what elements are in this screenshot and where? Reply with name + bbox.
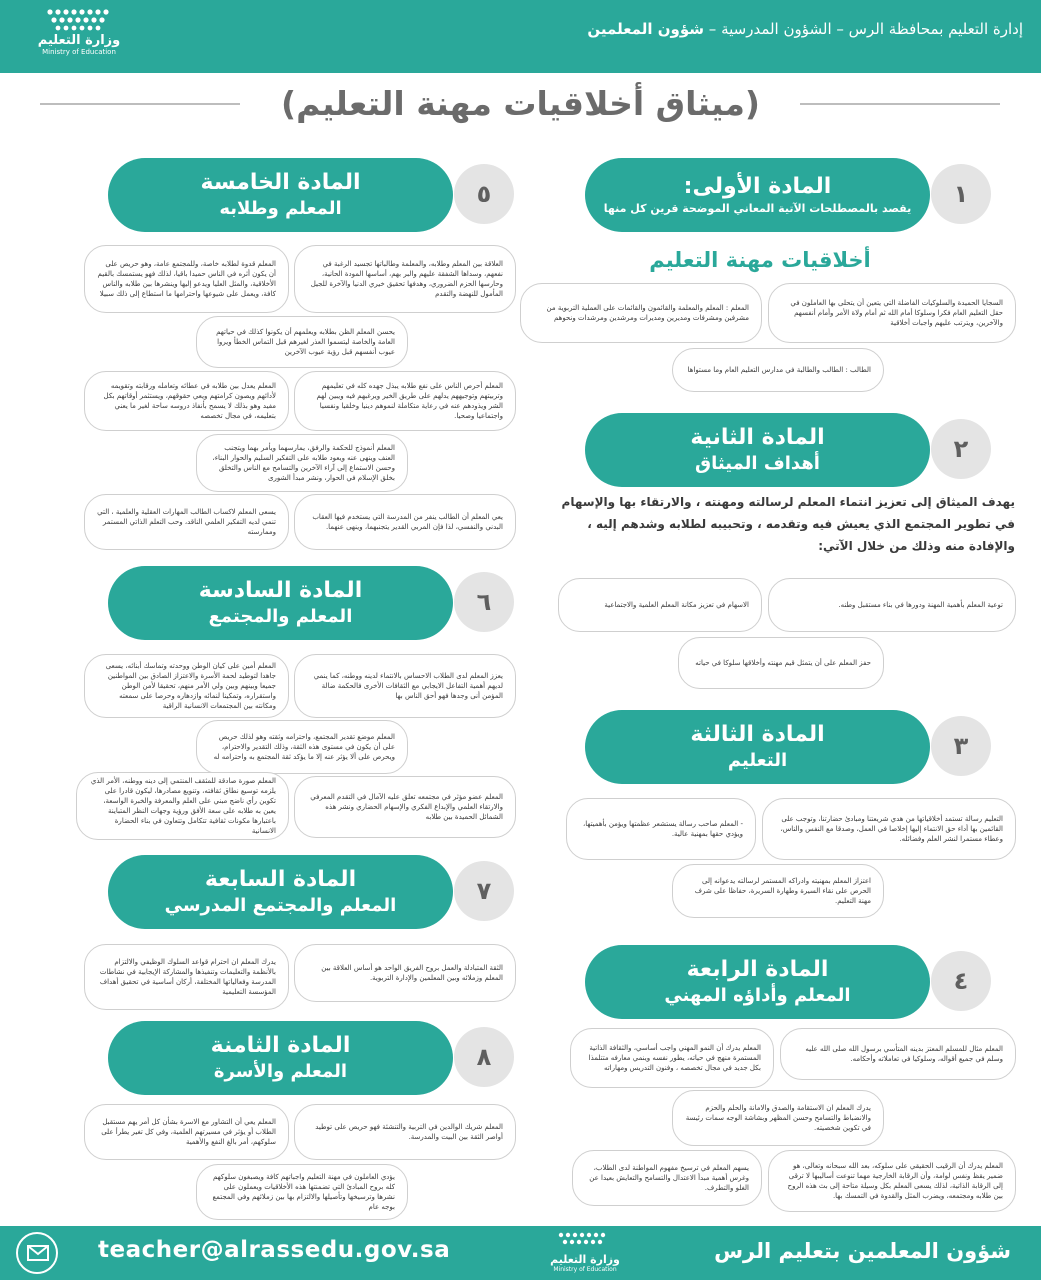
footer-logo-arabic: وزارة التعليم (550, 1253, 620, 1266)
article-4-title: المادة الرابعة (686, 957, 829, 982)
article-7-box: يدرك المعلم ان احترام قواعد السلوك الوظيفي والالتزام بالأنظمة والتعليمات وتنفيذها والمشاركة الإيجابية في نشاطات المدرسة وفعالياتها المختلفة، أركان أساسية في تحقيق أهداف المؤسسة التعليمية (84, 944, 289, 1010)
article-5-box: المعلم قدوة لطلابه خاصة، وللمجتمع عامة، وهو حريص على أن يكون أثره في الناس حميدا باقيا، لذلك فهو يستمسك بالقيم الأخلاقية، والمثل العليا ويدعو إليها وينشرها بين طلابه والناس كافة، ويعمل على شيوعها واحترامها ما استطاع إلى ذلك سبيلا (84, 245, 289, 313)
footer-bar (0, 1226, 1041, 1280)
footer-logo-english: Ministry of Education (553, 1266, 617, 1273)
article-6-box: المعلم أمين على كيان الوطن ووحدته وتماسك أبنائه، يسعى جاهدا لتوطيد لحمة الأسرة والاعتزاز الصادق بين المواطنين جميعا وبينهم وبين ولي الأمر منهم، تحقيقا لأمن الوطن واستقراره، وتمكينا لنمائه وازدهاره وحرصا على سمعته ومكانته بين المجتمعات الانسانية الراقية (84, 654, 289, 718)
article-3-title: المادة الثالثة (690, 722, 825, 747)
article-1-subtitle: يقصد بالمصطلحات الآتية المعاني الموضحة قرين كل منها (603, 202, 912, 215)
article-2-box: توعية المعلم بأهمية المهنة ودورها في بناء مستقبل وطنه. (768, 578, 1016, 632)
article-3-subtitle: التعليم (727, 750, 788, 771)
article-6-number: ٦ (454, 572, 514, 632)
article-6-box: المعلم صورة صادقة للمثقف المنتمي إلى دينه ووطنه، الأمر الذي يلزمه توسيع نطاق ثقافته، وتنويع مصادرها، ليكون قادرا على تكوين رأي ناضج مبني على العلم والمعرفة والخبرة الواسعة، يعين به طلابه على سعة الأفق ورؤية وجهات النظر المتباينة باعتبارها مكونات ثقافية تتكامل وتتعاون في بناء الحضارة الانسانية (76, 772, 289, 840)
article-8-box: المعلم يعي أن التشاور مع الاسرة بشأن كل أمر يهم مستقبل الطلاب أو يؤثر في مسيرتهم العلمية، وفي كل تغير يطرأ على سلوكهم، أمر بالغ النفع والأهمية (84, 1104, 289, 1160)
article-2-text: يهدف الميثاق إلى تعزيز انتماء المعلم لرسالته ومهنته ، والارتقاء بها والإسهام في تطوير المجتمع الذي يعيش فيه وتقدمه ، وتحبيبه لطلابه وشدهم إليه ، والإفادة منه وذلك من خلال الآتي: (561, 495, 1015, 553)
logo-dots-icon (44, 6, 114, 32)
article-7-number: ٧ (454, 861, 514, 921)
breadcrumb (587, 20, 1023, 38)
logo-arabic: وزارة التعليم (37, 33, 121, 48)
article-8-subtitle: المعلم والأسرة (213, 1061, 348, 1082)
article-5-box: العلاقة بين المعلم وطلابه، والمعلمة وطالباتها تجسيد الرغبة في نفعهم، وسداها الشفقة عليهم والبر بهم، أساسها المودة الحانية، وحارسها الحزم الضروري، وهدفها تحقيق خيري الدنيا والآخرة للجيل المأمول للنهضة والتقدم (294, 245, 516, 313)
page-title: (ميثاق أخلاقيات مهنة التعليم) (281, 84, 760, 123)
article-4-box: المعلم يدرك أن النمو المهني واجب أساسي، والثقافة الذاتية المستمرة منهج في حياته، يطور نفسه وينمي معارفه متتلمذا بكل جديد في مجال تخصصه ، وفنون التدريس ومهاراته (570, 1028, 774, 1088)
article-4-subtitle: المعلم وأداؤه المهني (664, 985, 851, 1006)
article-5-subtitle: المعلم وطلابه (219, 198, 342, 219)
article-5-box: المعلم أنموذج للحكمة والرفق، يمارسهما ويأمر بهما ويتجنب العنف وينهى عنه ويعود طلابه على التفكير السليم والحوار البناء، وحسن الاستماع إلى آراء الآخرين والتسامح مع الناس والتخلق بخلق الإسلام في الحوار، ونشر مبدأ الشورى (196, 434, 408, 492)
breadcrumb-prefix: إدارة التعليم بمحافظة الرس – الشؤون المدرسية – (708, 20, 1023, 38)
article-3-box: - المعلم صاحب رسالة يستشعر عظمتها ويؤمن بأهميتها، ويؤدي حقها بمهنية عالية. (566, 798, 756, 860)
article-6-box: المعلم عضو مؤثر في مجتمعه تعلق عليه الآمال في التقدم المعرفي والارتقاء العلمي والإبداع الفكري والإسهام الحضاري ونشر هذه الشمائل الحميدة بين طلابه (294, 776, 516, 838)
article-1-box: الطالب : الطالب والطالبة في مدارس التعليم العام وما مستواها (672, 348, 884, 392)
article-1-number: ١ (931, 164, 991, 224)
article-5-box: يسعى المعلم لاكساب الطالب المهارات العقلية والعلمية ، التي تنمي لديه التفكير العلمي الناقد، وحب التعلم الذاتي المستمر وممارسته (84, 494, 289, 550)
footer-logo-dots-icon (555, 1230, 615, 1250)
article-7-subtitle: المعلم والمجتمع المدرسي (164, 895, 397, 916)
article-5-title: المادة الخامسة (200, 170, 361, 195)
article-1-subhead: أخلاقيات مهنة التعليم (649, 248, 871, 272)
article-1-box: السجايا الحميدة والسلوكيات الفاضلة التي يتعين أن يتحلى بها العاملون في حقل التعليم العام فكرا وسلوكا أمام الله ثم أمام ولاة الأمر وأمام أنفسهم والآخرين، ويترتب عليهم واجبات أخلاقية (768, 283, 1016, 343)
article-3-box: التعليم رسالة تستمد أخلاقياتها من هدي شريعتنا ومبادئ حضارتنا، وتوجب على القائمين بها أداء حق الانتماء إليها إخلاصا في العمل، وصدقا مع النفس والناس، وعطاء مستمرا لنشر العلم وفضائله. (762, 798, 1016, 860)
article-7-header (108, 855, 453, 929)
article-3-box: اعتزاز المعلم بمهنيته وادراكه المستمر لرسالته يدعوانه إلى الحرص على نقاء السيرة وطهارة السريرة، حفاظا على شرف مهنة التعليم. (672, 864, 884, 918)
breadcrumb-current: شؤون المعلمين (587, 20, 705, 38)
article-3-number: ٣ (931, 716, 991, 776)
article-5-number: ٥ (454, 164, 514, 224)
article-5-box: يعي المعلم أن الطالب ينفر من المدرسة التي يستخدم فيها العقاب البدني والنفسي، لذا فإن المربي القدير يتجنبهما، وينهى عنهما. (294, 494, 516, 550)
article-7-title: المادة السابعة (204, 867, 357, 892)
article-4-box: المعلم يدرك أن الرقيب الحقيقي على سلوكه، بعد الله سبحانه وتعالى، هو ضمير يقظ ونفس لوامة، وأن الرقابة الخارجية مهما تنوعت أساليبها لا ترقى إلى الرقابة الذاتية، لذلك يسعى المعلم بكل وسيلة متاحة إلى بث هذه الروح بين طلابه ومجتمعه، ويضرب المثل والقدوة في التمسك بها. (768, 1150, 1016, 1212)
article-4-number: ٤ (931, 951, 991, 1011)
article-1-header (585, 158, 930, 232)
footer-ministry-logo (535, 1230, 635, 1274)
article-5-box: المعلم يعدل بين طلابه في عطائه وتعامله ورقابته وتقويمه لأدائهم ويصون كرامتهم ويعي حقوقهم، ويستثمر أوقاتهم بكل مفيد وهو بذلك لا يسمح بأنفاذ دروسه ساحة لغير ما يعني بتعليمه، في مجال تخصصه (84, 371, 289, 431)
article-2-box: حفز المعلم على أن يتمثل قيم مهنته وأخلاقها سلوكا في حياته (678, 637, 884, 689)
article-8-number: ٨ (454, 1027, 514, 1087)
article-6-box: يعزز المعلم لدى الطلاب الاحساس بالانتماء لدينه ووطنه، كما ينمي لديهم أهمية التفاعل الايجابي مع الثقافات الأخرى فالحكمة ضالة المؤمن أنى وجدها فهو أحق الناس بها (294, 654, 516, 718)
article-2-box: الاسهام في تعزيز مكانة المعلم العلمية والاجتماعية (558, 578, 762, 632)
article-8-box: المعلم شريك الوالدين في التربية والتنشئة فهو حريص على توطيد أواصر الثقة بين البيت والمدرسة. (294, 1104, 516, 1160)
article-4-header (585, 945, 930, 1019)
header-bar (0, 0, 1041, 73)
article-3-header (585, 710, 930, 784)
article-4-box: المعلم مثال للمسلم المعتز بدينه المتأسي برسول الله صلى الله عليه وسلم في جميع أقواله، وسلوكيا في تعاملاته وأحكامه. (780, 1028, 1016, 1080)
article-5-header (108, 158, 453, 232)
logo-english: Ministry of Education (42, 48, 116, 56)
article-4-box: يدرك المعلم ان الاستقامة والصدق والامانة والحلم والحزم والانضباط والتسامح وحسن المظهر وبشاشة الوجه سمات رئيسة في تكوين شخصيته. (672, 1090, 884, 1146)
article-2-title: المادة الثانية (690, 425, 825, 450)
article-6-title: المادة السادسة (198, 578, 363, 603)
article-5-box: المعلم أحرص الناس على نفع طلابه يبذل جهده كله في تعليمهم وتربيتهم وتوجيههم يدلهم على طريق الخير ويرغبهم فيه ويبين لهم الشر ويذودهم عنه في رعاية متكاملة لنموهم دينيا وخلقيا ونفسيا واجتماعيا وصحيا. (294, 371, 516, 431)
article-6-box: المعلم موضع تقدير المجتمع، واحترامه وثقته وهو لذلك حريص على أن يكون في مستوى هذه الثقة، وذلك التقدير والاحترام، ويحرص على ألا يؤثر عنه إلا ما يؤكد ثقة المجتمع به واحترامه له (196, 720, 408, 774)
article-2-number: ٢ (931, 419, 991, 479)
footer-department: شؤون المعلمين بتعليم الرس (714, 1239, 1011, 1263)
article-8-title: المادة الثامنة (210, 1033, 351, 1058)
article-4-box: يسهم المعلم في ترسيخ مفهوم المواطنة لدى الطلاب، وغرس أهمية مبدأ الاعتدال والتسامح والتعايش بعيدا عن الغلو والتطرف. (572, 1150, 762, 1206)
article-2-header (585, 413, 930, 487)
ministry-logo (24, 6, 134, 70)
article-6-header (108, 566, 453, 640)
article-8-box: يؤدي العاملون في مهنة التعليم واجباتهم كافة ويصبغون سلوكهم كله بروح المبادئ التي تضمنتها هذه الأخلاقيات ويعملون على نشرها وترسيخها وتأصيلها والالتزام بها بين زملائهم وفي المجتمع بوجه عام (196, 1164, 408, 1220)
mail-icon (16, 1232, 58, 1274)
article-2-subtitle: أهداف الميثاق (695, 453, 820, 474)
article-6-subtitle: المعلم والمجتمع (208, 606, 353, 627)
article-7-box: الثقة المتبادلة والعمل بروح الفريق الواحد هو أساس العلاقة بين المعلم وزملائه وبين المعلمين والإدارة التربوية. (294, 944, 516, 1002)
article-1-title: المادة الأولى: (683, 174, 832, 199)
article-8-header (108, 1021, 453, 1095)
article-1-box: المعلم : المعلم والمعلمة والقائمون والقائمات على العملية التربوية من مشرفين ومشرفات ومديرين ومديرات ومرشدين ومرشدات ونحوهم (520, 283, 762, 343)
footer-email[interactable]: teacher@alrassedu.gov.sa (98, 1237, 451, 1263)
article-5-box: يحسن المعلم الظن بطلابه ويعلمهم أن يكونوا كذلك في حياتهم العامة والخاصة ليتسموا العذر لغيرهم قبل التماس الخطأ ويروا عيوب أنفسهم قبل رؤية عيوب الآخرين (196, 316, 408, 368)
